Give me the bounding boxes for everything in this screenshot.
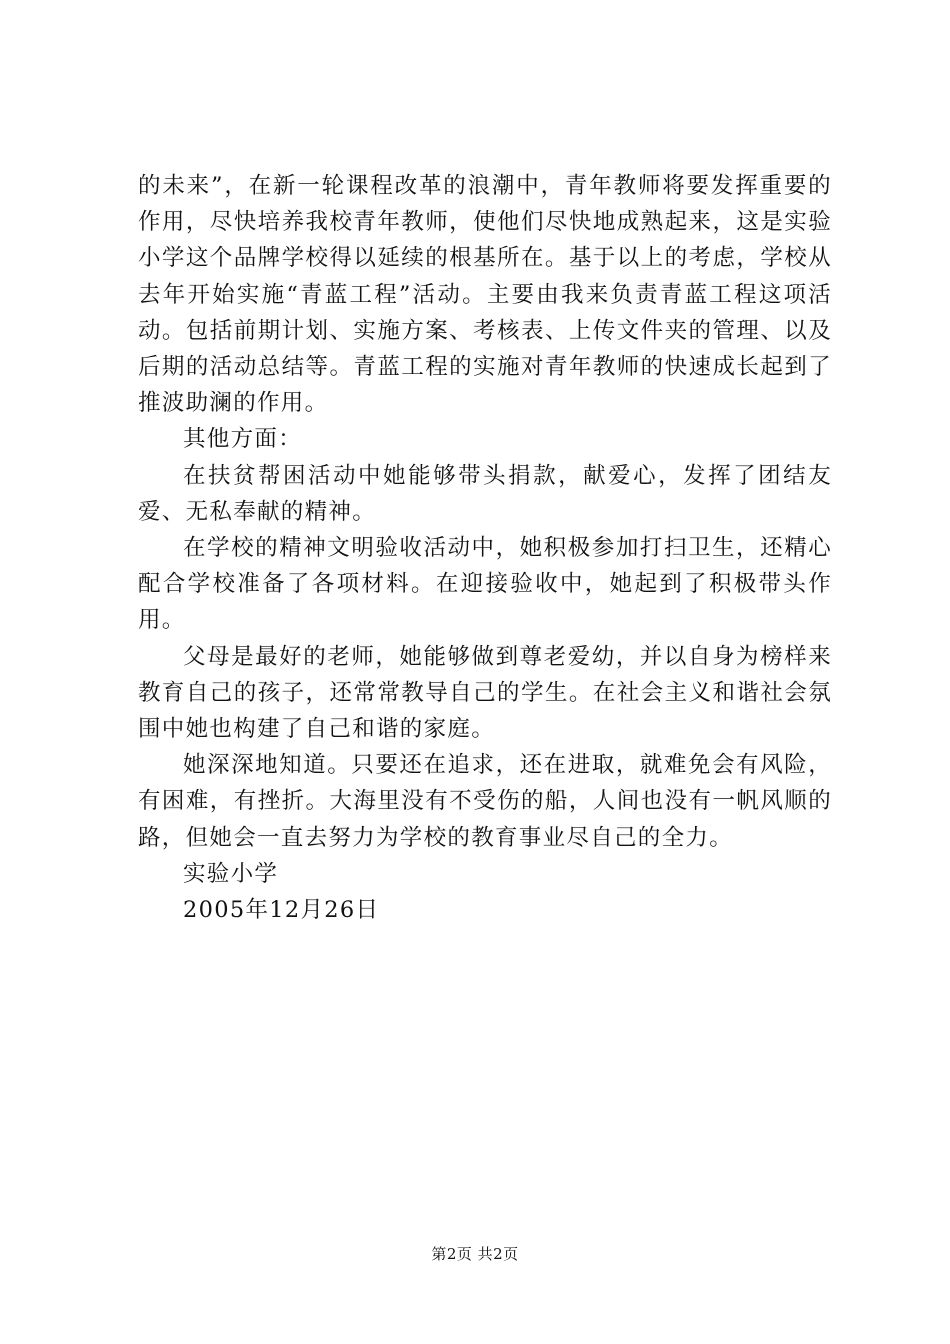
- paragraph-other-aspects-heading: 其他方面：: [183, 426, 303, 453]
- paragraph-continued: 的未来”，在新一轮课程改革的浪潮中，青年教师将要发挥重要的作用，尽快培养我校青年教师，使他们尽快地成熟起来，这是实验小学这个品牌学校得以延续的根基所在。基于以上的考虑，学校从去年开始实施“青蓝工程”活动。主要由我来负责青蓝工程这项活动。包括前期计划、实施方案、考核表、上传文件夹的管理、以及后期的活动总结等。青蓝工程的实施对青年教师的快速成长起到了推波助澜的作用。: [138, 173, 832, 417]
- signature-date: 2005年12月26日: [183, 897, 380, 924]
- paragraph-civilization-inspection: 在学校的精神文明验收活动中，她积极参加打扫卫生，还精心配合学校准备了各项材料。在迎接验收中，她起到了积极带头作用。: [138, 535, 832, 634]
- document-body: [138, 168, 832, 928]
- signature-organization: 实验小学: [183, 860, 279, 887]
- paragraph-family: 父母是最好的老师，她能够做到尊老爱幼，并以自身为榜样来教育自己的孩子，还常常教导自己的学生。在社会主义和谐社会氛围中她也构建了自己和谐的家庭。: [138, 643, 832, 743]
- paragraph-poverty-relief: 在扶贫帮困活动中她能够带头捐款，献爱心，发挥了团结友爱、无私奉献的精神。: [138, 462, 832, 525]
- page-footer: 第2页 共2页: [431, 1245, 519, 1263]
- paragraph-conclusion: 她深深地知道。只要还在追求，还在进取，就难免会有风险，有困难，有挫折。大海里没有不受伤的船，人间也没有一帆风顺的路，但她会一直去努力为学校的教育事业尽自己的全力。: [138, 752, 832, 851]
